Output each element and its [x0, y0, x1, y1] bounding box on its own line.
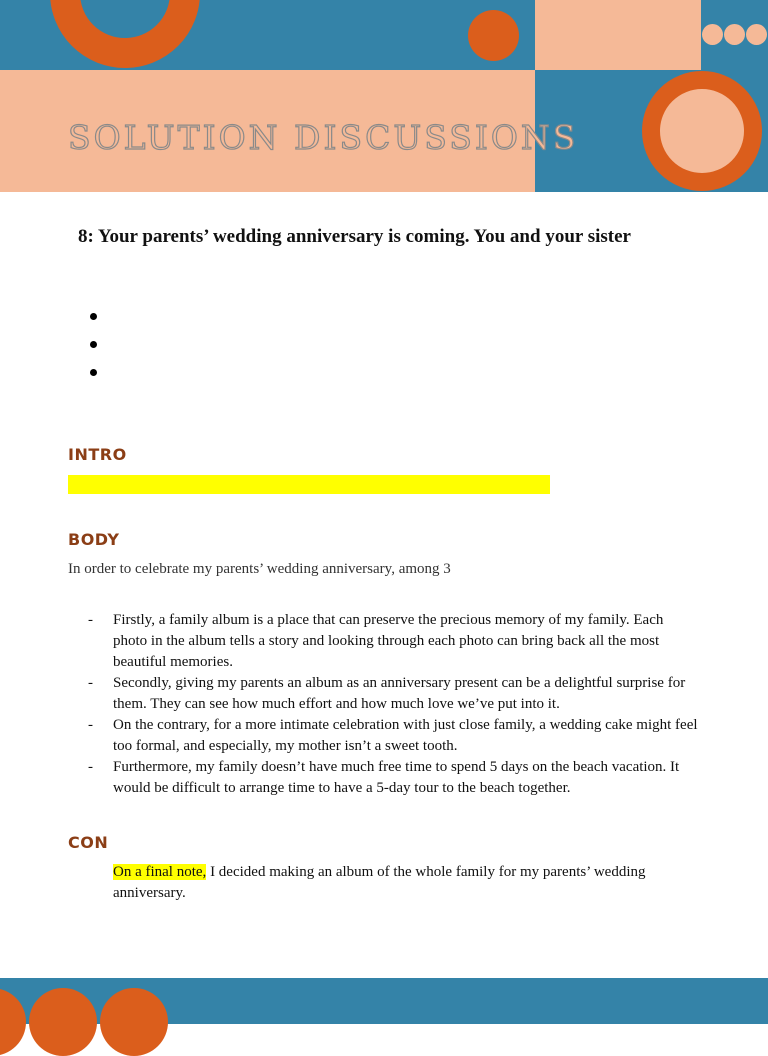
con-paragraph	[113, 862, 703, 904]
decor-dot	[468, 10, 519, 61]
page-title: SOLUTION DISCUSSIONS	[68, 118, 579, 157]
decor-small-dot-2	[724, 24, 745, 45]
header-top-right-block	[535, 0, 701, 70]
body-point: - On the contrary, for a more intimate celebration with just close family, a wedding cake might feel too formal, and especially, my mother isn’t a sweet tooth.	[88, 715, 698, 757]
body-lead-text: In order to celebrate my parents’ wedding anniversary, among 3	[68, 561, 451, 577]
con-text: I decided making an album of the whole family for my parents’ wedding anniversary.	[113, 864, 646, 901]
decor-small-dot-3	[746, 24, 767, 45]
body-heading: BODY	[68, 530, 120, 549]
body-point: - Secondly, giving my parents an album as an anniversary present can be a delightful surprise for them. They can see how much effort and how much love we’ve put into it.	[88, 673, 698, 715]
decor-small-dot-1	[702, 24, 723, 45]
body-point: - Furthermore, my family doesn’t have much free time to spend 5 days on the beach vacation. It would be difficult to arrange time to have a 5-day tour to the beach together.	[88, 757, 698, 799]
footer-circle-3	[100, 988, 168, 1056]
intro-highlight-bar	[68, 475, 550, 494]
footer-circle-2	[29, 988, 97, 1056]
con-heading: CON	[68, 833, 109, 852]
con-highlight: On a final note,	[113, 864, 207, 880]
intro-heading: INTRO	[68, 445, 127, 464]
question-text: 8: Your parents’ wedding anniversary is coming. You and your sister	[78, 226, 631, 247]
body-points-list	[88, 610, 698, 799]
body-point: - Firstly, a family album is a place that can preserve the precious memory of my family. Each photo in the album tells a story and looking through each photo can bring back all the most beautiful memories.	[88, 610, 698, 673]
decor-ring-right	[642, 71, 762, 191]
